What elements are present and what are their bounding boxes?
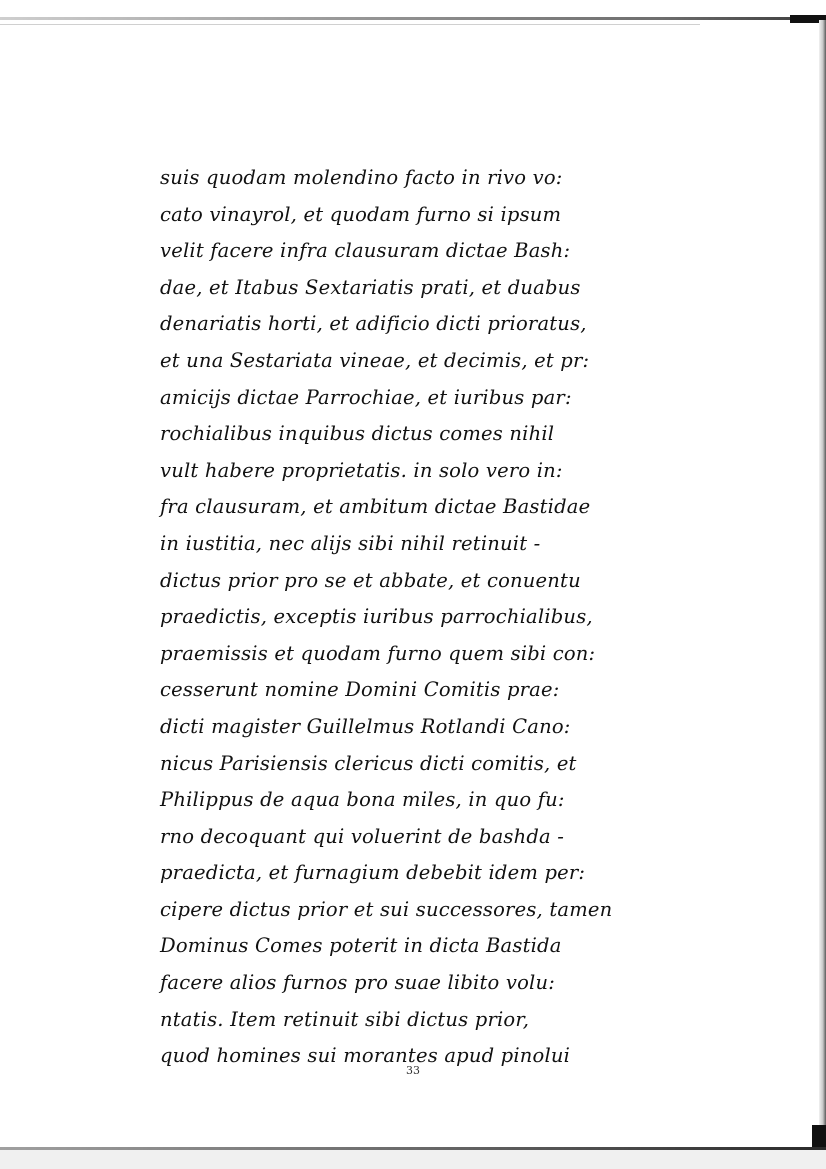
manuscript-line: fra clausuram, et ambitum dictae Bastidae xyxy=(160,495,591,519)
manuscript-line: velit facere infra clausuram dictae Bash: xyxy=(160,239,571,263)
manuscript-line: praedicta, et furnagium debebit idem per: xyxy=(160,861,586,885)
manuscript-line: nicus Parisiensis clericus dicti comitis, et xyxy=(160,751,577,775)
manuscript-line: rno decoquant qui voluerint de bashda - xyxy=(160,824,565,848)
manuscript-line: amicijs dictae Parrochiae, et iuribus par: xyxy=(160,385,572,409)
manuscript-line: dae, et Itabus Sextariatis prati, et duabus xyxy=(160,275,581,299)
manuscript-line: cipere dictus prior et sui successores, tamen xyxy=(160,897,613,921)
manuscript-line: dictus prior pro se et abbate, et conuentu xyxy=(160,568,581,592)
page-number: 33 xyxy=(406,1064,420,1077)
manuscript-line: in iustitia, nec alijs sibi nihil retinuit - xyxy=(160,531,541,555)
manuscript-line: cato vinayrol, et quodam furno si ipsum xyxy=(160,202,562,226)
scan-top-rule-faint xyxy=(0,24,700,25)
manuscript-line: cesserunt nomine Domini Comitis prae: xyxy=(160,678,560,702)
scan-right-edge-shadow xyxy=(819,20,826,1150)
manuscript-line: vult habere proprietatis. in solo vero in: xyxy=(160,458,563,482)
manuscript-line: praedictis, exceptis iuribus parrochialibus, xyxy=(160,605,593,629)
manuscript-line: ntatis. Item retinuit sibi dictus prior, xyxy=(160,1007,530,1031)
manuscript-line: denariatis horti, et adificio dicti prioratus, xyxy=(160,312,587,336)
manuscript-line: suis quodam molendino facto in rivo vo: xyxy=(160,166,563,189)
manuscript-line: quod homines sui morantes apud pinolui xyxy=(160,1044,571,1068)
manuscript-line: facere alios furnos pro suae libito volu: xyxy=(160,971,555,995)
manuscript-text-block xyxy=(160,160,680,1075)
scan-bottom-margin xyxy=(0,1150,826,1169)
scan-top-rule xyxy=(0,17,826,20)
manuscript-line: et una Sestariata vineae, et decimis, et pr: xyxy=(160,348,590,372)
manuscript-line: rochialibus inquibus dictus comes nihil xyxy=(160,422,555,446)
manuscript-line: dicti magister Guillelmus Rotlandi Cano: xyxy=(160,714,571,738)
manuscript-line: Philippus de aqua bona miles, in quo fu: xyxy=(160,788,565,812)
manuscript-line: praemissis et quodam furno quem sibi con: xyxy=(160,641,596,665)
manuscript-line: Dominus Comes poterit in dicta Bastida xyxy=(160,934,562,958)
